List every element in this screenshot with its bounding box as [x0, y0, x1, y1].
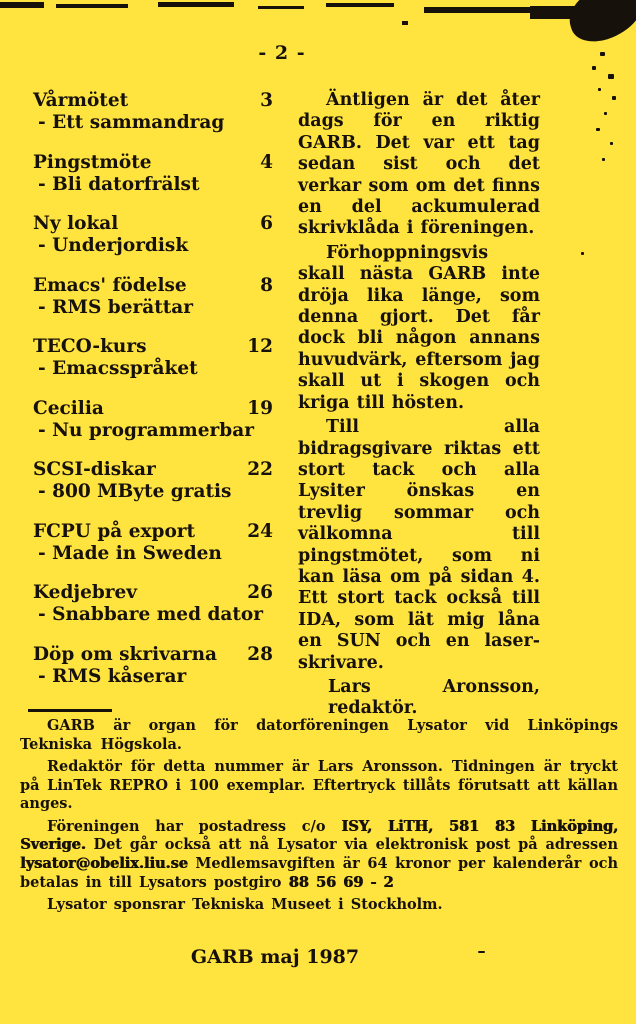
editorial-paragraph: Äntligen är det åter dags för en riktig GARB. Det var ett tag sedan sist och det verkar som om det finns en del ackumulerad skrivklåda i föreningen. [298, 90, 540, 239]
toc-entry [33, 398, 273, 442]
toc-entry-subtitle: - RMS kåserar [38, 665, 187, 687]
toc-entry-page-number: 28 [247, 643, 273, 665]
toc-entry-title: Emacs' födelse [33, 274, 187, 296]
footnote-divider [28, 709, 112, 712]
postal-address: ISY, LiTH, 581 83 Linköping, Sverige. [20, 817, 618, 854]
scan-artifact-speck [610, 142, 613, 145]
colophon-paragraph: GARB är organ för datorföreningen Lysator vid Linköpings Tekniska Högskola. [20, 717, 618, 753]
toc-entry-page-number: 22 [247, 459, 273, 480]
toc-entry-page-number: 3 [260, 90, 273, 111]
toc-entry-title: FCPU på export [33, 520, 196, 542]
toc-entry-title: Döp om skrivarna [33, 643, 218, 665]
toc-entry-page-number: 26 [247, 582, 273, 603]
toc-entry-subtitle: - Bli datorfrälst [38, 173, 200, 195]
toc-entry-subtitle: - Underjordisk [38, 235, 189, 256]
main-content [33, 90, 540, 720]
scan-artifact-speck [600, 52, 605, 56]
editorial-paragraph: Till alla bidragsgivare riktas ett stort tack och alla Lysiter önskas en trevlig sommar och välkomna till pingstmötet, som ni kan läsa om på sidan 4. Ett stort tack också till IDA, som lät mig låna en SUN och en laserskrivare. [298, 417, 540, 673]
toc-entry-subtitle: - Emacsspråket [38, 358, 198, 379]
toc-entry-subtitle: - 800 MByte gratis [38, 481, 232, 502]
scan-artifact-speck [581, 252, 584, 255]
toc-entry-head [33, 90, 273, 112]
scan-artifact-speck [604, 112, 607, 115]
scan-artifact-speck [592, 66, 596, 70]
toc-entry-title: Pingstmöte [33, 151, 152, 173]
scan-artifact-ink-blob [562, 0, 636, 49]
toc-entry-subtitle: - RMS berättar [38, 296, 194, 318]
toc-entry-page-number: 19 [247, 397, 273, 419]
toc-entry-subtitle: - Made in Sweden [38, 542, 222, 564]
toc-entry [33, 644, 273, 688]
toc-entry-title: TECO-kurs [33, 336, 147, 357]
signature-last-name: Aronsson, [442, 676, 540, 697]
toc-entry-head [33, 459, 273, 481]
postgiro-number: 88 56 69 - 2 [288, 873, 394, 891]
toc-entry-page-number: 8 [260, 274, 273, 296]
colophon-text: Det går också att nå Lysator via elektronisk post på adressen [85, 836, 618, 854]
toc-entry-page-number: 12 [247, 336, 273, 357]
scan-artifact-strip [258, 6, 304, 9]
editorial-paragraph: Förhoppningsvis skall nästa GARB inte dröja lika länge, som denna gjort. Det får dock bli någon annans huvudvärk, eftersom jag skall ut i skogen och kriga till hösten. [298, 242, 540, 413]
signature-name-line [328, 677, 540, 698]
scan-artifact-strip [158, 2, 234, 7]
toc-entry [33, 152, 273, 196]
colophon-text: Föreningen har postadress c/o [47, 817, 342, 835]
toc-entry-subtitle: - Ett sammandrag [38, 112, 225, 133]
scan-artifact-speck [596, 128, 600, 131]
toc-entry-page-number: 4 [260, 151, 273, 173]
scan-artifact-speck [608, 74, 614, 79]
scan-artifact-speck [612, 96, 616, 100]
toc-entry-subtitle: - Nu programmerbar [38, 419, 254, 441]
scan-artifact-speck [402, 21, 408, 25]
toc-entry-page-number: 6 [260, 213, 273, 234]
scan-artifact-speck [598, 88, 601, 91]
colophon-paragraph: Lysator sponsrar Tekniska Museet i Stockholm. [47, 895, 443, 913]
toc-entry-head [33, 213, 273, 235]
colophon-text: Medlemsavgiften är 64 kronor per kalenderår och betalas in till Lysators postgiro [20, 854, 618, 891]
colophon-paragraph [20, 818, 618, 893]
toc-entry-title: Cecilia [33, 397, 104, 419]
toc-entry [33, 521, 273, 565]
editorial-column [298, 90, 540, 720]
issue-date-line: GARB maj 1987 [190, 946, 360, 968]
toc-entry [33, 213, 273, 257]
page-number: - 2 - [258, 42, 306, 64]
signature-first-name: Lars [328, 676, 371, 697]
toc-entry-head [33, 398, 273, 420]
toc-entry-head [33, 644, 273, 666]
toc-entry [33, 582, 273, 626]
table-of-contents [33, 90, 273, 720]
toc-entry-head [33, 336, 273, 358]
toc-entry-head [33, 521, 273, 543]
editor-signature [298, 677, 540, 720]
scan-artifact-strip [326, 3, 394, 7]
toc-entry-page-number: 24 [247, 520, 273, 542]
scan-artifact-strip [424, 7, 534, 13]
signature-role: redaktör. [328, 698, 418, 719]
scan-artifact-speck [602, 158, 605, 161]
toc-entry [33, 90, 273, 134]
colophon [20, 717, 618, 918]
toc-entry-head [33, 275, 273, 297]
toc-entry [33, 275, 273, 319]
toc-entry [33, 336, 273, 380]
scan-artifact-strip [0, 2, 44, 8]
toc-entry [33, 459, 273, 503]
toc-entry-head [33, 152, 273, 174]
toc-entry-title: Kedjebrev [33, 582, 138, 603]
scan-artifact-strip [56, 4, 128, 8]
toc-entry-title: Vårmötet [33, 90, 129, 111]
toc-entry-title: Ny lokal [33, 213, 119, 234]
toc-entry-title: SCSI-diskar [33, 459, 156, 480]
colophon-paragraph: Redaktör för detta nummer är Lars Aronsson. Tidningen är tryckt på LinTek REPRO i 100 exemplar. Eftertryck tillåts förutsatt att källan anges. [20, 757, 618, 813]
toc-entry-subtitle: - Snabbare med dator [38, 604, 264, 625]
toc-entry-head [33, 582, 273, 604]
email-address: lysator@obelix.liu.se [20, 854, 188, 872]
